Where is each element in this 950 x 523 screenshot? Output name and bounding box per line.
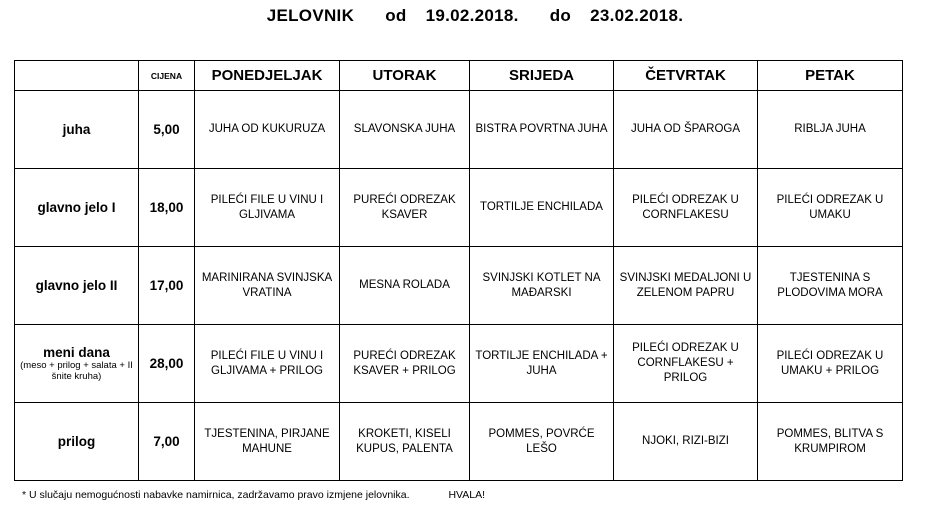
- day-header-monday: PONEDJELJAK: [195, 61, 340, 91]
- dish-cell: SVINJSKI MEDALJONI U ZELENOM PAPRU: [614, 247, 758, 325]
- row-label: [15, 403, 139, 481]
- row-sublabel: (meso + prilog + salata + II šnite kruha): [20, 360, 133, 382]
- dish-cell: PUREĆI ODREZAK KSAVER: [340, 169, 470, 247]
- dish-cell: PILEĆI ODREZAK U UMAKU + PRILOG: [758, 325, 903, 403]
- dish-cell: PILEĆI FILE U VINU I GLJIVAMA: [195, 169, 340, 247]
- dish-cell: NJOKI, RIZI-BIZI: [614, 403, 758, 481]
- row-label-text: prilog: [57, 434, 96, 449]
- to-date: 23.02.2018.: [590, 6, 684, 25]
- dish-cell: TORTILJE ENCHILADA: [470, 169, 614, 247]
- day-header-thursday: ČETVRTAK: [614, 61, 758, 91]
- dish-cell: BISTRA POVRTNA JUHA: [470, 91, 614, 169]
- table-row: [15, 403, 903, 481]
- from-date: 19.02.2018.: [425, 6, 519, 25]
- title-text: JELOVNIK: [266, 6, 355, 25]
- day-header-friday: PETAK: [758, 61, 903, 91]
- menu-table: [14, 60, 903, 481]
- thanks-text: HVALA!: [448, 489, 486, 501]
- menu-title: [0, 6, 950, 26]
- dish-cell: SVINJSKI KOTLET NA MAĐARSKI: [470, 247, 614, 325]
- dish-cell: PILEĆI ODREZAK U CORNFLAKESU + PRILOG: [614, 325, 758, 403]
- dish-cell: PUREĆI ODREZAK KSAVER + PRILOG: [340, 325, 470, 403]
- row-price: 18,00: [139, 169, 195, 247]
- row-label: [15, 325, 139, 403]
- table-row: [15, 247, 903, 325]
- day-header-wednesday: SRIJEDA: [470, 61, 614, 91]
- to-label: do: [549, 6, 572, 25]
- dish-cell: MARINIRANA SVINJSKA VRATINA: [195, 247, 340, 325]
- row-label-text: meni dana: [43, 345, 110, 360]
- row-price: 28,00: [139, 325, 195, 403]
- dish-cell: POMMES, POVRĆE LEŠO: [470, 403, 614, 481]
- price-header: CIJENA: [139, 61, 195, 91]
- row-price: 17,00: [139, 247, 195, 325]
- table-row: [15, 325, 903, 403]
- dish-cell: RIBLJA JUHA: [758, 91, 903, 169]
- dish-cell: POMMES, BLITVA S KRUMPIROM: [758, 403, 903, 481]
- dish-cell: MESNA ROLADA: [340, 247, 470, 325]
- row-label: [15, 247, 139, 325]
- row-label-text: glavno jelo I: [37, 200, 116, 215]
- table-row: [15, 169, 903, 247]
- footnote-text: * U slučaju nemogućnosti nabavke namirnica, zadržavamo pravo izmjene jelovnika.: [22, 489, 410, 501]
- table-row: [15, 91, 903, 169]
- from-label: od: [385, 6, 407, 25]
- dish-cell: TJESTENINA, PIRJANE MAHUNE: [195, 403, 340, 481]
- dish-cell: SLAVONSKA JUHA: [340, 91, 470, 169]
- dish-cell: KROKETI, KISELI KUPUS, PALENTA: [340, 403, 470, 481]
- row-label-text: juha: [62, 122, 91, 137]
- footnote: [22, 489, 485, 501]
- dish-cell: PILEĆI ODREZAK U UMAKU: [758, 169, 903, 247]
- dish-cell: JUHA OD ŠPAROGA: [614, 91, 758, 169]
- row-label-text: glavno jelo II: [35, 278, 118, 293]
- dish-cell: PILEĆI FILE U VINU I GLJIVAMA + PRILOG: [195, 325, 340, 403]
- day-header-tuesday: UTORAK: [340, 61, 470, 91]
- dish-cell: PILEĆI ODREZAK U CORNFLAKESU: [614, 169, 758, 247]
- row-price: 7,00: [139, 403, 195, 481]
- dish-cell: TORTILJE ENCHILADA + JUHA: [470, 325, 614, 403]
- row-label: [15, 169, 139, 247]
- row-label: [15, 91, 139, 169]
- header-row: [15, 61, 903, 91]
- dish-cell: JUHA OD KUKURUZA: [195, 91, 340, 169]
- row-price: 5,00: [139, 91, 195, 169]
- corner-cell: [15, 61, 139, 91]
- dish-cell: TJESTENINA S PLODOVIMA MORA: [758, 247, 903, 325]
